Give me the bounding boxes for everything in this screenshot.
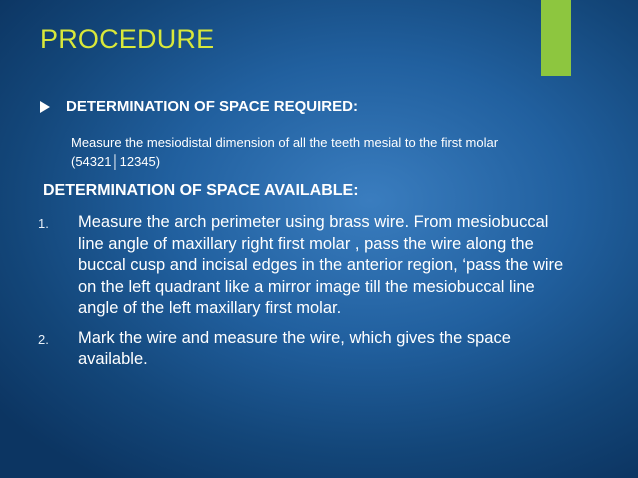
bullet-heading-row: [40, 98, 358, 115]
space-available-heading: DETERMINATION OF SPACE AVAILABLE:: [43, 182, 359, 199]
list-item-text: Mark the wire and measure the wire, which gives the space available.: [78, 328, 511, 368]
list-item-number: 1.: [38, 216, 49, 231]
slide-title: PROCEDURE: [40, 24, 215, 54]
list-item: [38, 212, 578, 320]
space-required-heading: DETERMINATION OF SPACE REQUIRED:: [66, 98, 358, 115]
accent-bar: [541, 0, 571, 76]
numbered-list: [38, 212, 578, 379]
list-item-text: Measure the arch perimeter using brass wire. From mesiobuccal line angle of maxillary right first molar , pass the wire along the buccal cusp and incisal edges in the anterior region, ‘pass the wire on the left quadrant like a mirror image till the mesiobuccal line angle of the left maxillary first molar.: [78, 213, 564, 317]
list-item-number: 2.: [38, 331, 49, 347]
list-item: [38, 328, 578, 371]
space-required-text: Measure the mesiodistal dimension of all the teeth mesial to the first molar (54321│12345): [71, 135, 499, 169]
triangle-bullet-icon: [40, 101, 50, 113]
